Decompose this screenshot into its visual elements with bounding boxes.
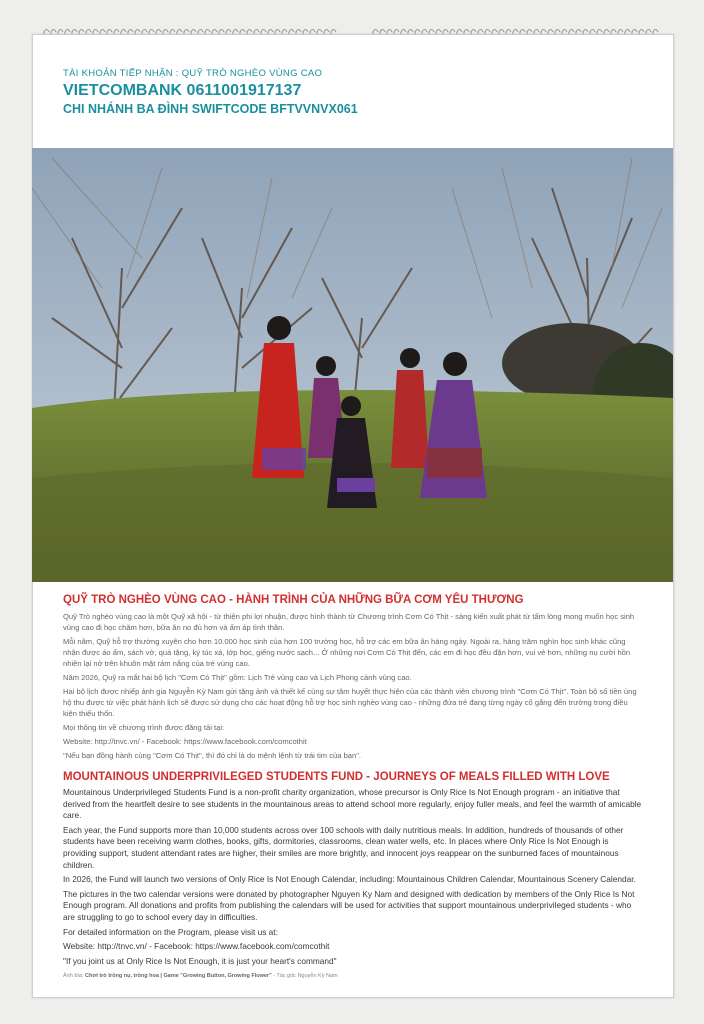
description-text [63,594,643,970]
english-heading: MOUNTAINOUS UNDERPRIVILEGED STUDENTS FUND - JOURNEYS OF MEALS FILLED WITH LOVE [63,771,610,783]
vietnamese-paragraph: Hai bộ lịch được nhiếp ảnh gia Nguyễn Kỳ Nam gửi tặng ảnh và thiết kế cùng sự tâm huyết thực hiện của các thành viên chương trình "Cơm Có Thịt". Toàn bộ số tiền ủng hộ thu được từ việc phát hành lịch sẽ được sử dụng cho các hoạt động hỗ trợ học sinh nghèo vùng cao - những đứa trẻ đang từng ngày cố gắng đến trường trong điều kiện thiếu thốn. [63,687,637,718]
credit-author: - Tác giả: Nguyễn Kỳ Nam [273,973,338,979]
vietnamese-paragraph: Năm 2026, Quỹ ra mắt hai bộ lịch "Cơm Có Thịt" gồm: Lịch Trẻ vùng cao và Lịch Phong cảnh vùng cao. [63,673,412,682]
english-links: Website: http://tnvc.vn/ - Facebook: https://www.facebook.com/comcothit [63,941,330,952]
bank-branch-swift: CHI NHÁNH BA ĐÌNH SWIFTCODE BFTVVNVX061 [63,102,358,116]
vietnamese-paragraph: Quỹ Trò nghèo vùng cao là một Quỹ xã hội - từ thiện phi lợi nhuận, được hình thành từ Chương trình Cơm Có Thịt - sáng kiến xuất phát từ tấm lòng mong muốn học sinh vùng cao đi học chăm hơn, bữa ăn no đủ hơn và ấm áp tình thân. [63,612,635,632]
bank-account-number: VIETCOMBANK 0611001917137 [63,82,302,99]
english-paragraph: Each year, the Fund supports more than 10,000 students across over 100 schools with daily nutritious meals. In addition, hundreds of thousands of other students have been receiving warm clothes, books, gifts, dormitories, classrooms, clean water wells, etc. In places where Only Rice Is Not Enough is providing support, student attendant rates are higher, their smiles are more brightly, and innocent joys reappear on the sunburned faces of mountainous children. [63,824,624,870]
credit-prefix: Ảnh bìa: [63,973,84,979]
english-paragraph: For detailed information on the Program, please visit us at: [63,926,278,937]
vietnamese-paragraph: Mỗi năm, Quỹ hỗ trợ thường xuyên cho hơn 10.000 học sinh của hơn 100 trường học, hỗ trợ các em bữa ăn hàng ngày. Ngoài ra, hàng trăm nghìn học sinh khác cũng nhận được áo ấm, sách vở, quà tặng, ký túc xá, lớp học, giếng nước sạch... Ở những nơi Cơm Có Thịt đến, các em đi học đều đặn hơn, vui vẻ hơn, những nụ cười hồn nhiên lại nở trên khuôn mặt rám nắng của trẻ vùng cao. [63,637,631,668]
bank-header [63,68,623,116]
english-paragraph: Mountainous Underprivileged Students Fund is a non-profit charity organization, whose precursor is Only Rice Is Not Enough program - an initiative that derived from the heartfelt desire to see students in the mountainous areas to attend school more regularly, enjoy fuller meals, and feel the warmth of amicable care. [63,787,642,821]
photo-credit [63,973,338,979]
english-quote: "If you joint us at Only Rice Is Not Enough, it is just your heart's command" [63,955,337,966]
vietnamese-heading: QUỸ TRÒ NGHÈO VÙNG CAO - HÀNH TRÌNH CỦA NHỮNG BỮA CƠM YÊU THƯƠNG [63,594,524,606]
vietnamese-paragraph: Mọi thông tin về chương trình được đăng tải tại: [63,723,225,732]
english-paragraph: In 2026, the Fund will launch two versions of Only Rice Is Not Enough Calendar, including: Mountainous Children Calendar, Mountainous Scenery Calendar. [63,874,636,885]
credit-caption: Chơi trò trồng nụ, trồng hoa | Game "Growing Button, Growing Flower" [85,973,272,979]
english-paragraph: The pictures in the two calendar versions were donated by photographer Nguyen Ky Nam and designed with dedication by members of the Only Rice Is Not Enough program. All donations and profits from publishing the calendars will be used for activities that support mountainous underprivileged students - who are struggling to go to school every day in difficulties. [63,888,635,922]
vietnamese-quote: "Nếu bạn đồng hành cùng "Cơm Có Thịt", thì đó chỉ là do mệnh lệnh từ trái tim của bạn". [63,751,362,760]
account-label: TÀI KHOẢN TIẾP NHẬN : QUỸ TRÒ NGHÈO VÙNG CAO [63,68,323,79]
vietnamese-links: Website: http://tnvc.vn/ - Facebook: https://www.facebook.com/comcothit [63,737,307,746]
cover-photo [32,148,673,582]
